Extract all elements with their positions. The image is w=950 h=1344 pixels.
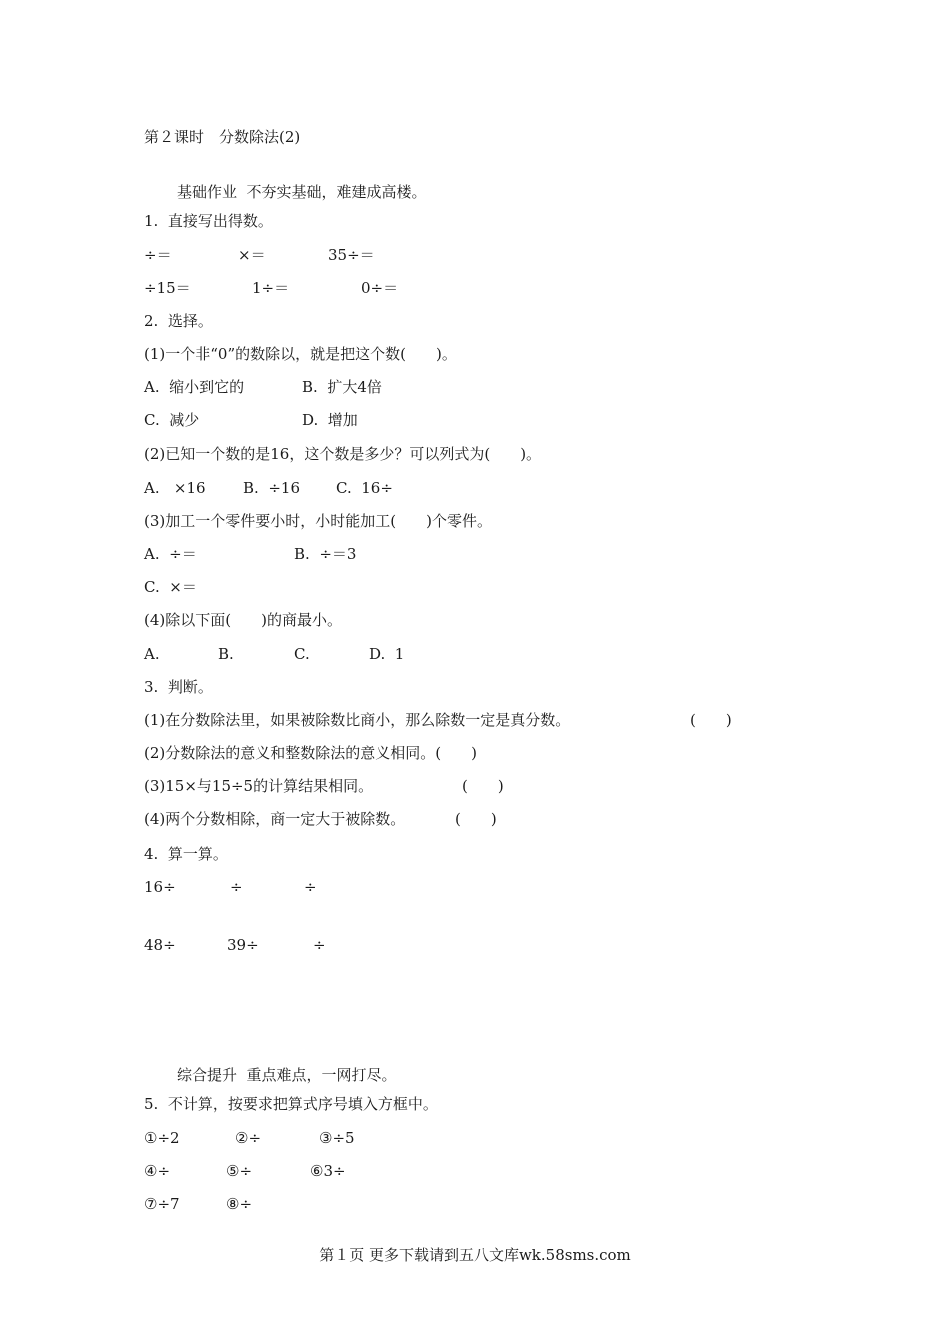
option-b: B. ÷＝3 xyxy=(294,545,357,563)
option-a: A. 缩小到它的 xyxy=(144,378,245,396)
option-d: D. 1 xyxy=(369,645,405,663)
section-basic-header: 基础作业 不夯实基础，难建成高楼。 xyxy=(177,183,427,201)
q2-title: 2. 选择。 xyxy=(144,312,213,330)
q3-statement: (2)分数除法的意义和整数除法的意义相同。( ) xyxy=(144,744,477,762)
q5-expr: ⑥3÷ xyxy=(310,1162,346,1180)
q1-expr: 35÷＝ xyxy=(328,246,375,264)
q1-expr: ÷15＝ xyxy=(144,279,191,297)
answer-paren: ( ) xyxy=(455,810,497,828)
q1-expr: ×＝ xyxy=(238,246,266,264)
q1-expr: 1÷＝ xyxy=(252,279,290,297)
q4-title: 4. 算一算。 xyxy=(144,845,228,863)
option-c: C. xyxy=(294,645,310,663)
q2-part3: (3)加工一个零件要小时，小时能加工( )个零件。 xyxy=(144,512,492,530)
q3-statement: (1)在分数除法里，如果被除数比商小，那么除数一定是真分数。 xyxy=(144,711,571,729)
option-c: C. 减少 xyxy=(144,411,200,429)
option-a: A. ÷＝ xyxy=(144,545,197,563)
q5-expr: ④÷ xyxy=(144,1162,171,1180)
option-b: B. xyxy=(218,645,234,663)
q4-expr: ÷ xyxy=(313,936,326,954)
q4-expr: 16÷ xyxy=(144,878,176,896)
q5-title: 5. 不计算，按要求把算式序号填入方框中。 xyxy=(144,1095,438,1113)
q5-expr: ③÷5 xyxy=(319,1129,355,1147)
q3-statement: (4)两个分数相除，商一定大于被除数。 xyxy=(144,810,406,828)
q3-statement: (3)15×与15÷5的计算结果相同。 xyxy=(144,777,374,795)
lesson-title: 第２课时 分数除法(2) xyxy=(144,128,301,146)
q2-part1: (1)一个非“0”的数除以，就是把这个数( )。 xyxy=(144,345,457,363)
q4-expr: ÷ xyxy=(304,878,317,896)
q2-part2: (2)已知一个数的是16，这个数是多少？可以列式为( )。 xyxy=(144,445,542,463)
q4-row xyxy=(144,935,326,1035)
q5-expr: ⑦÷7 xyxy=(144,1195,180,1213)
q1-title: 1. 直接写出得数。 xyxy=(144,212,273,230)
page-footer: 第１页 更多下载请到五八文库wk.58sms.com xyxy=(319,1246,631,1264)
q5-expr: ②÷ xyxy=(235,1129,262,1147)
option-c: C. ×＝ xyxy=(144,578,197,596)
option-b: B. 扩大4倍 xyxy=(302,378,382,396)
answer-paren: ( ) xyxy=(462,777,504,795)
q4-expr: 48÷ xyxy=(144,936,176,954)
q5-expr: ⑤÷ xyxy=(226,1162,253,1180)
section-advanced-header: 综合提升 重点难点，一网打尽。 xyxy=(177,1066,397,1084)
q5-expr: ⑧÷ xyxy=(226,1195,253,1213)
q4-expr: ÷ xyxy=(230,878,243,896)
answer-paren: ( ) xyxy=(690,711,732,729)
option-b: B. ÷16 xyxy=(243,479,300,497)
q4-expr: 39÷ xyxy=(227,936,259,954)
option-a: A. xyxy=(144,645,160,663)
option-c: C. 16÷ xyxy=(336,479,393,497)
q1-expr: ÷＝ xyxy=(144,246,172,264)
q5-expr: ①÷2 xyxy=(144,1129,180,1147)
option-d: D. 增加 xyxy=(302,411,358,429)
q2-part4: (4)除以下面( )的商最小。 xyxy=(144,611,342,629)
q3-title: 3. 判断。 xyxy=(144,678,213,696)
q1-expr: 0÷＝ xyxy=(361,279,399,297)
option-a: A. ×16 xyxy=(144,479,206,497)
